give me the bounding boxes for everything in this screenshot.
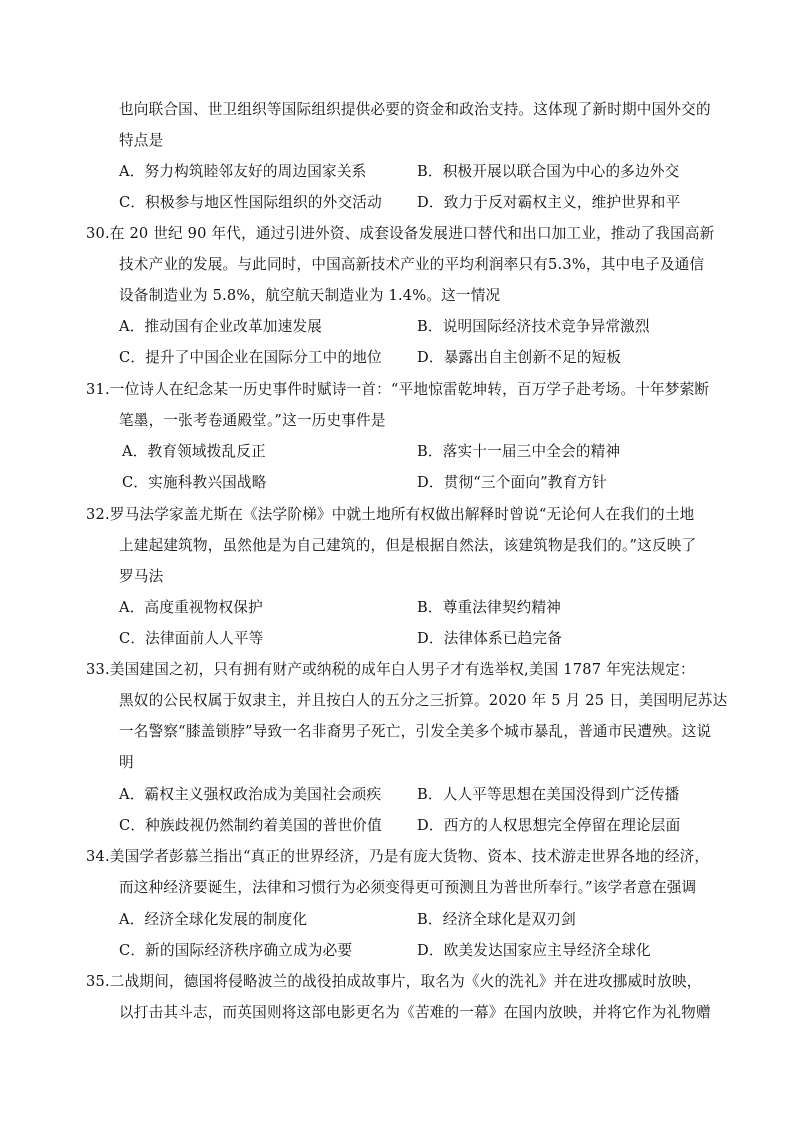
q33-option-b: B．人人平等思想在美国没得到广泛传播 bbox=[417, 786, 680, 803]
q34-option-d: D．欧美发达国家应主导经济全球化 bbox=[417, 942, 651, 959]
q32-option-c: C．法律面前人人平等 bbox=[119, 630, 264, 647]
q32-option-b: B．尊重法律契约精神 bbox=[417, 599, 562, 616]
q30-stem-line-3: 设备制造业为 5.8%，航空航天制造业为 1.4%。这一情况 bbox=[119, 287, 501, 304]
q30-option-a: A．推动国有企业改革加速发展 bbox=[119, 318, 323, 335]
q35-stem-line-1: 35.二战期间，德国将侵略波兰的战役拍成故事片，取名为《火的洗礼》并在进攻挪威时放映， bbox=[86, 973, 702, 990]
q32-stem-line-3: 罗马法 bbox=[119, 568, 164, 585]
q29-option-b: B．积极开展以联合国为中心的多边外交 bbox=[417, 163, 680, 180]
q30-option-d: D．暴露出自主创新不足的短板 bbox=[417, 349, 622, 366]
q29-option-c: C．积极参与地区性国际组织的外交活动 bbox=[119, 194, 382, 211]
q30-option-c: C．提升了中国企业在国际分工中的地位 bbox=[119, 349, 382, 366]
q31-stem-line-1: 31.一位诗人在纪念某一历史事件时赋诗一首：“平地惊雷乾坤转，百万学子赴考场。十年梦萦断 bbox=[86, 381, 710, 398]
q31-option-d: D．贯彻“三个面向”教育方针 bbox=[417, 474, 607, 491]
q30-option-b: B．说明国际经济技术竞争异常激烈 bbox=[417, 318, 650, 335]
q29-stem-line-2: 特点是 bbox=[119, 132, 164, 149]
q34-stem-line-2: 而这种经济要诞生，法律和习惯行为必须变得更可预测且为普世所奉行。”该学者意在强调 bbox=[119, 879, 697, 896]
q34-stem-line-1: 34.美国学者彭慕兰指出“真正的世界经济，乃是有庞大货物、资本、技术游走世界各地的经济， bbox=[86, 848, 710, 865]
q33-option-d: D．西方的人权思想完全停留在理论层面 bbox=[417, 817, 681, 834]
q31-option-a: A．教育领域拨乱反正 bbox=[122, 443, 266, 460]
q33-stem-line-3: 一名警察“膝盖锁脖”导致一名非裔男子死亡，引发全美多个城市暴乱，普通市民遭殃。这说 bbox=[119, 723, 712, 740]
q29-option-d: D．致力于反对霸权主义，维护世界和平 bbox=[417, 194, 681, 211]
q32-stem-line-2: 上建起建筑物，虽然他是为自己建筑的，但是根据自然法，该建筑物是我们的。”这反映了 bbox=[119, 537, 697, 554]
q30-stem-line-1: 30.在 20 世纪 90 年代，通过引进外资、成套设备发展进口替代和出口加工业，推动了我国高新 bbox=[86, 225, 715, 242]
q32-stem-line-1: 32.罗马法学家盖尤斯在《法学阶梯》中就土地所有权做出解释时曾说“无论何人在我们的土地 bbox=[86, 506, 695, 523]
q34-option-a: A．经济全球化发展的制度化 bbox=[119, 911, 308, 928]
q32-option-d: D．法律体系已趋完备 bbox=[417, 630, 563, 647]
q29-stem-line-1: 也向联合国、世卫组织等国际组织提供必要的资金和政治支持。这体现了新时期中国外交的 bbox=[119, 101, 711, 118]
q29-option-a: A．努力构筑睦邻友好的周边国家关系 bbox=[119, 163, 367, 180]
q32-option-a: A．高度重视物权保护 bbox=[119, 599, 263, 616]
q34-option-c: C．新的国际经济秩序确立成为必要 bbox=[119, 942, 353, 959]
q33-option-a: A．霸权主义强权政治成为美国社会顽疾 bbox=[119, 786, 382, 803]
q31-option-c: C．实施科教兴国战略 bbox=[122, 474, 267, 491]
q31-option-b: B．落实十一届三中全会的精神 bbox=[417, 443, 621, 460]
q31-stem-line-2: 笔墨，一张考卷通殿堂。”这一历史事件是 bbox=[119, 412, 386, 429]
q33-stem-line-4: 明 bbox=[119, 754, 134, 771]
q34-option-b: B．经济全球化是双刃剑 bbox=[417, 911, 576, 928]
q33-stem-line-1: 33.美国建国之初，只有拥有财产或纳税的成年白人男子才有选举权,美国 1787 年宪法规定： bbox=[86, 661, 695, 678]
q30-stem-line-2: 技术产业的发展。与此同时，中国高新技术产业的平均利润率只有5.3%，其中电子及通信 bbox=[119, 256, 705, 273]
q35-stem-line-2: 以打击其斗志，而英国则将这部电影更名为《苦难的一幕》在国内放映，并将它作为礼物赠 bbox=[119, 1004, 711, 1021]
q33-stem-line-2: 黑奴的公民权属于奴隶主，并且按白人的五分之三折算。2020 年 5 月 25 日，美国明尼苏达 bbox=[119, 692, 728, 709]
q33-option-c: C．种族歧视仍然制约着美国的普世价值 bbox=[119, 817, 382, 834]
